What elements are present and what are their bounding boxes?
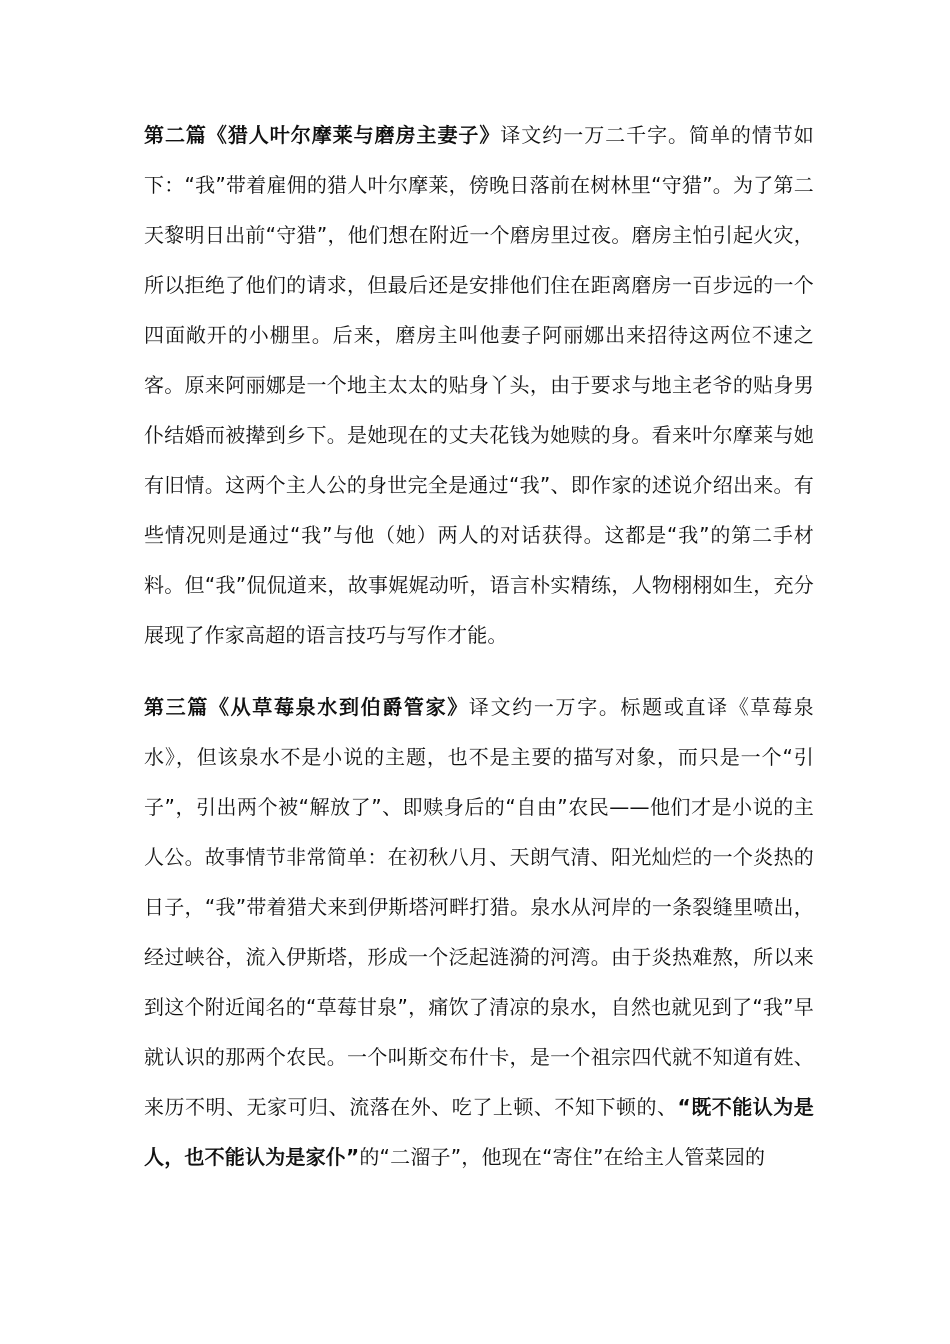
paragraph-body-text: 译文约一万二千字。简单的情节如下：“我”带着雇佣的猎人叶尔摩莱，傍晚日落前在树林里“守猎”。为了第二天黎明日出前“守猎”，他们想在附近一个磨房里过夜。磨房主怕引起火灾，所以拒绝了他们的请求，但最后还是安排他们住在距离磨房一百步远的一个四面敞开的小棚里。后来，磨房主叫他妻子阿丽娜出来招待这两位不速之客。原来阿丽娜是一个地主太太的贴身丫头，由于要求与地主老爷的贴身男仆结婚而被撵到乡下。是她现在的丈夫花钱为她赎的身。看来叶尔摩莱与她有旧情。这两个主人公的身世完全是通过“我”、即作家的述说介绍出来。有些情况则是通过“我”与他（她）两人的对话获得。这都是“我”的第二手材料。但“我”侃侃道来，故事娓娓动听，语言朴实精练，人物栩栩如生，充分展现了作家高超的语言技巧与写作才能。	[144, 123, 814, 647]
paragraph-body-text: 译文约一万字。标题或直译《草莓泉水》，但该泉水不是小说的主题，也不是主要的描写对象，而只是一个“引子”，引出两个被“解放了”、即赎身后的“自由”农民——他们才是小说的主人公。故事情节非常简单：在初秋八月、天朗气清、阳光灿烂的一个炎热的日子，“我”带着猎犬来到伊斯塔河畔打猎。泉水从河岸的一条裂缝里喷出，经过峡谷，流入伊斯塔，形成一个泛起涟漪的河湾。由于炎热难熬，所以来到这个附近闻名的“草莓甘泉”，痛饮了清凉的泉水，自然也就见到了“我”早就认识的那两个农民。一个叫斯交布什卡，是一个祖宗四代就不知道有姓、来历不明、无家可归、流落在外、吃了上顿、不知下顿的、	[144, 695, 815, 1119]
paragraph-tail-text: 的“二溜子”，他现在“寄住”在给主人管菜园的	[359, 1145, 766, 1169]
paragraph-lead-title: 第三篇《从草莓泉水到伯爵管家》	[144, 695, 469, 719]
paragraph-second-story	[144, 110, 814, 660]
paragraph-lead-title: 第二篇《猎人叶尔摩莱与磨房主妻子》	[144, 123, 501, 147]
paragraph-third-story	[144, 682, 814, 1182]
bold-quotation: “既不能认为是人，也不能认为是家仆”	[144, 1095, 814, 1169]
